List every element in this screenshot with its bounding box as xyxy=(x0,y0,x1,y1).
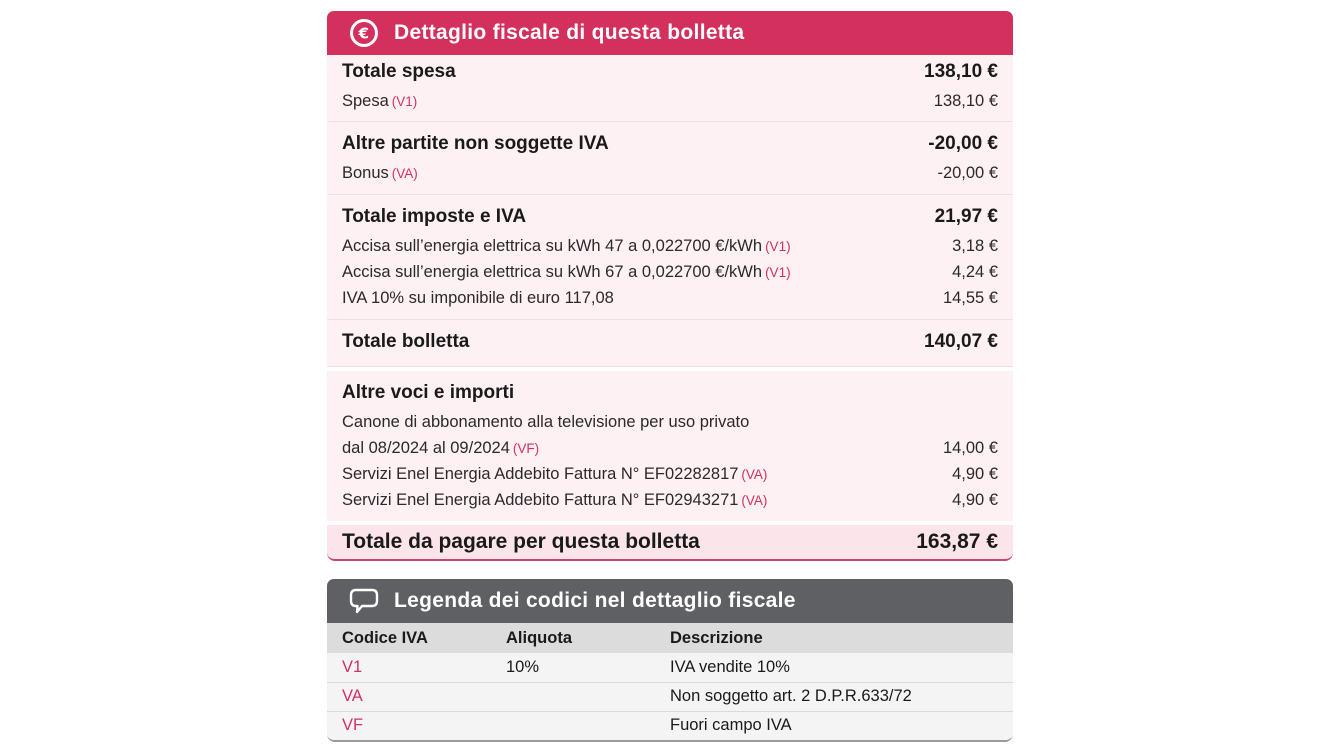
vat-code-cell: VA xyxy=(327,682,491,711)
line-item xyxy=(342,88,998,114)
line-item xyxy=(342,409,998,435)
line-item-label: Servizi Enel Energia Addebito Fattura N° EF02282817 xyxy=(342,464,739,483)
section-altre-partite xyxy=(327,122,1013,195)
section-amount: 138,10 € xyxy=(924,61,998,82)
vat-code: (VF) xyxy=(512,440,540,456)
column-header-code: Codice IVA xyxy=(327,623,491,653)
vat-code-cell: V1 xyxy=(327,653,491,682)
legend-row xyxy=(327,682,1013,711)
section-title: Altre partite non soggette IVA xyxy=(342,133,609,154)
legend-table xyxy=(327,623,1013,740)
rate-cell xyxy=(491,711,655,740)
vat-code-cell: VF xyxy=(327,711,491,740)
fiscal-detail-header xyxy=(327,11,1013,55)
line-item xyxy=(342,487,998,513)
line-item-amount: -20,00 € xyxy=(937,163,998,182)
line-item-amount: 14,55 € xyxy=(942,288,998,307)
fiscal-detail-card xyxy=(327,11,1013,561)
section-totale-spesa xyxy=(327,55,1013,122)
column-header-description: Descrizione xyxy=(655,623,1013,653)
section-header xyxy=(342,56,998,88)
section-title: Totale imposte e IVA xyxy=(342,206,527,227)
line-item-label: Canone di abbonamento alla televisione per uso privato xyxy=(342,412,750,431)
total-to-pay-amount: 163,87 € xyxy=(916,530,998,553)
line-item-label: Servizi Enel Energia Addebito Fattura N° EF02943271 xyxy=(342,490,739,509)
vat-code: (VA) xyxy=(741,466,768,482)
section-header xyxy=(342,377,998,409)
section-header xyxy=(342,201,998,233)
line-item-label: Spesa xyxy=(342,91,389,110)
line-item xyxy=(342,461,998,487)
legend-table-wrapper xyxy=(327,623,1013,742)
line-item-label: Accisa sull’energia elettrica su kWh 67 a 0,022700 €/kWh xyxy=(342,262,763,281)
fiscal-detail-title: Dettaglio fiscale di questa bolletta xyxy=(394,21,745,44)
rate-cell xyxy=(491,682,655,711)
section-header xyxy=(342,326,998,358)
line-item xyxy=(342,233,998,259)
line-item xyxy=(342,259,998,285)
speech-bubble-icon xyxy=(348,585,380,617)
line-item xyxy=(342,160,998,186)
description-cell: Fuori campo IVA xyxy=(655,711,1013,740)
section-title: Totale spesa xyxy=(342,61,456,82)
line-item-amount: 138,10 € xyxy=(933,91,998,110)
legend-header-row xyxy=(327,623,1013,653)
vat-code: (VA) xyxy=(391,165,418,181)
section-totale-bolletta xyxy=(327,320,1013,367)
vat-code: (V1) xyxy=(391,93,418,109)
total-to-pay-row xyxy=(327,525,1013,561)
line-item-amount: 4,90 € xyxy=(952,490,998,509)
section-title: Totale bolletta xyxy=(342,331,470,352)
section-amount: -20,00 € xyxy=(928,133,998,154)
line-item-amount: 3,18 € xyxy=(952,236,998,255)
vat-code: (V1) xyxy=(765,238,791,254)
line-item-amount: 4,90 € xyxy=(952,464,998,483)
section-amount: 21,97 € xyxy=(934,206,998,227)
legend-row xyxy=(327,653,1013,682)
section-altre-voci xyxy=(327,371,1013,521)
legend-title: Legenda dei codici nel dettaglio fiscale xyxy=(394,589,796,612)
line-item-amount: 4,24 € xyxy=(952,262,998,281)
section-imposte-iva xyxy=(327,195,1013,320)
total-to-pay-label: Totale da pagare per questa bolletta xyxy=(342,530,700,553)
section-amount: 140,07 € xyxy=(924,331,998,352)
legend-card xyxy=(327,579,1013,742)
section-title: Altre voci e importi xyxy=(342,382,515,403)
euro-circle-icon xyxy=(348,17,380,49)
column-header-rate: Aliquota xyxy=(491,623,655,653)
line-item-label: IVA 10% su imponibile di euro 117,08 xyxy=(342,288,614,307)
line-item-label: Accisa sull’energia elettrica su kWh 47 a 0,022700 €/kWh xyxy=(342,236,763,255)
svg-text:€: € xyxy=(358,24,370,43)
line-item-label: Bonus xyxy=(342,163,389,182)
line-item-amount: 14,00 € xyxy=(942,438,998,457)
description-cell: Non soggetto art. 2 D.P.R.633/72 xyxy=(655,682,1013,711)
line-item-label: dal 08/2024 al 09/2024 xyxy=(342,438,510,457)
rate-cell: 10% xyxy=(491,653,655,682)
line-item xyxy=(342,435,998,461)
legend-header xyxy=(327,579,1013,623)
line-item xyxy=(342,285,998,311)
legend-row xyxy=(327,711,1013,740)
vat-code: (VA) xyxy=(741,492,768,508)
section-header xyxy=(342,128,998,160)
description-cell: IVA vendite 10% xyxy=(655,653,1013,682)
vat-code: (V1) xyxy=(765,264,791,280)
